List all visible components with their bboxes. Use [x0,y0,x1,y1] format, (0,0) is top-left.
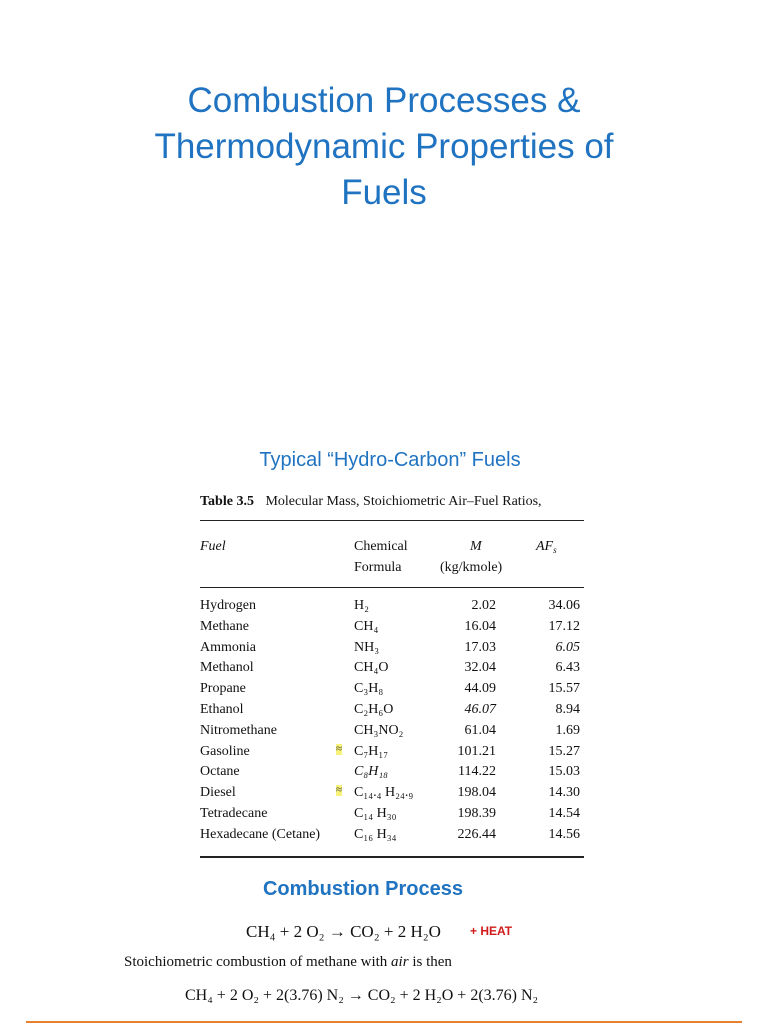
table-caption [200,494,584,510]
air-combustion-equation: CH₄ + 2 O₂ + 2(3.76) N₂ → CO₂ + 2 H₂O + 2(3.76) N₂ [185,987,539,1004]
fuel-name: Propane [200,681,246,697]
table-top-rule [200,520,584,521]
table-row [200,785,584,806]
table-row [200,744,584,765]
fuel-formula: C₁₆ H₃₄ [354,826,397,842]
page-title [0,78,768,216]
stoichiometric-text: Stoichiometric combustion of methane with air is then [124,954,452,970]
fuel-formula: CH₃NO₂ [354,722,404,738]
header-fuel: Fuel [200,539,226,554]
table-label: Table 3.5 [200,494,254,509]
fuel-name: Methanol [200,660,254,676]
title-line-2: Thermodynamic Properties of [154,127,614,166]
fuel-name: Hexadecane (Cetane) [200,826,321,842]
molecular-mass: 101.21 [457,743,496,759]
molecular-mass: 44.09 [464,681,496,697]
table-row [200,702,584,723]
table-row [200,681,584,702]
molecular-mass: 114.22 [458,764,496,780]
fuel-formula: CH₄ [354,618,379,634]
air-fuel-ratio: 15.27 [548,743,580,759]
fuel-name: Octane [200,764,240,780]
table-header [200,535,584,587]
air-fuel-ratio: 6.05 [555,639,580,655]
air-fuel-ratio: 34.06 [548,598,580,613]
molecular-mass: 32.04 [464,660,496,676]
fuel-formula: C₁₄.₄ H₂₄.₉ [354,785,414,801]
fuel-formula: NH₃ [354,639,380,655]
air-fuel-ratio: 1.69 [555,722,580,738]
fuel-formula: C₁₄ H₃₀ [354,805,397,821]
fuel-name: Ammonia [200,639,256,655]
air-fuel-ratio: 14.56 [548,826,580,842]
molecular-mass: 16.04 [464,618,496,634]
table-row [200,827,584,848]
air-fuel-ratio: 6.43 [555,660,580,676]
header-formula-2: Formula [354,560,402,575]
air-fuel-ratio: 14.30 [548,785,580,801]
fuel-formula: C₇H₁₇ [354,743,389,759]
fuel-formula: H₂ [354,598,369,613]
combustion-equation: CH₄ + 2 O₂ → CO₂ + 2 H₂O [246,922,441,941]
table-row [200,660,584,681]
fuel-formula: C₃H₈ [354,681,384,697]
fuel-name: Ethanol [200,701,244,717]
fuel-name: Gasoline [200,743,250,759]
air-fuel-ratio: 14.54 [548,805,580,821]
fuel-formula: CH₄O [354,660,389,676]
table-row [200,764,584,785]
molecular-mass: 198.39 [457,805,496,821]
fuel-name: Diesel [200,785,236,801]
fuel-name: Tetradecane [200,805,268,821]
header-af: $AF_s$ [536,539,557,555]
molecular-mass: 17.03 [464,639,496,655]
title-line-1: Combustion Processes & [187,81,581,120]
molecular-mass: 46.07 [464,701,496,717]
air-fuel-ratio: 8.94 [555,701,580,717]
fuel-formula: C₂H₆O [354,701,394,717]
table-row [200,598,584,619]
table-row [200,806,584,827]
fuel-name: Hydrogen [200,598,256,613]
bottom-rule [26,1021,742,1023]
fuel-formula: C₈H₁₈ [354,764,389,780]
title-line-3: Fuels [341,173,427,212]
approx-marker: ≈ [336,784,343,797]
table-row [200,619,584,640]
fuel-name: Methane [200,618,249,634]
molecular-mass: 226.44 [457,826,496,842]
table-row [200,723,584,744]
air-fuel-ratio: 15.03 [548,764,580,780]
header-formula-1: Chemical [354,539,408,554]
header-m-units: (kg/kmole) [440,560,503,575]
table-row [200,640,584,661]
table-bottom-rule [200,856,584,858]
air-fuel-ratio: 17.12 [548,618,580,634]
fuels-subtitle: Typical “Hydro-Carbon” Fuels [259,449,521,471]
fuel-name: Nitromethane [200,722,277,738]
molecular-mass: 61.04 [464,722,496,738]
heat-label: + HEAT [470,924,513,938]
table-body [200,588,584,848]
approx-marker: ≈ [336,742,343,755]
combustion-section-title: Combustion Process [262,878,464,900]
air-fuel-ratio: 15.57 [548,681,580,697]
fuel-table [200,494,584,858]
header-m: M [470,539,482,554]
molecular-mass: 2.02 [471,598,496,613]
molecular-mass: 198.04 [457,785,496,801]
table-caption-text: Molecular Mass, Stoichiometric Air–Fuel Ratios, [265,494,542,509]
